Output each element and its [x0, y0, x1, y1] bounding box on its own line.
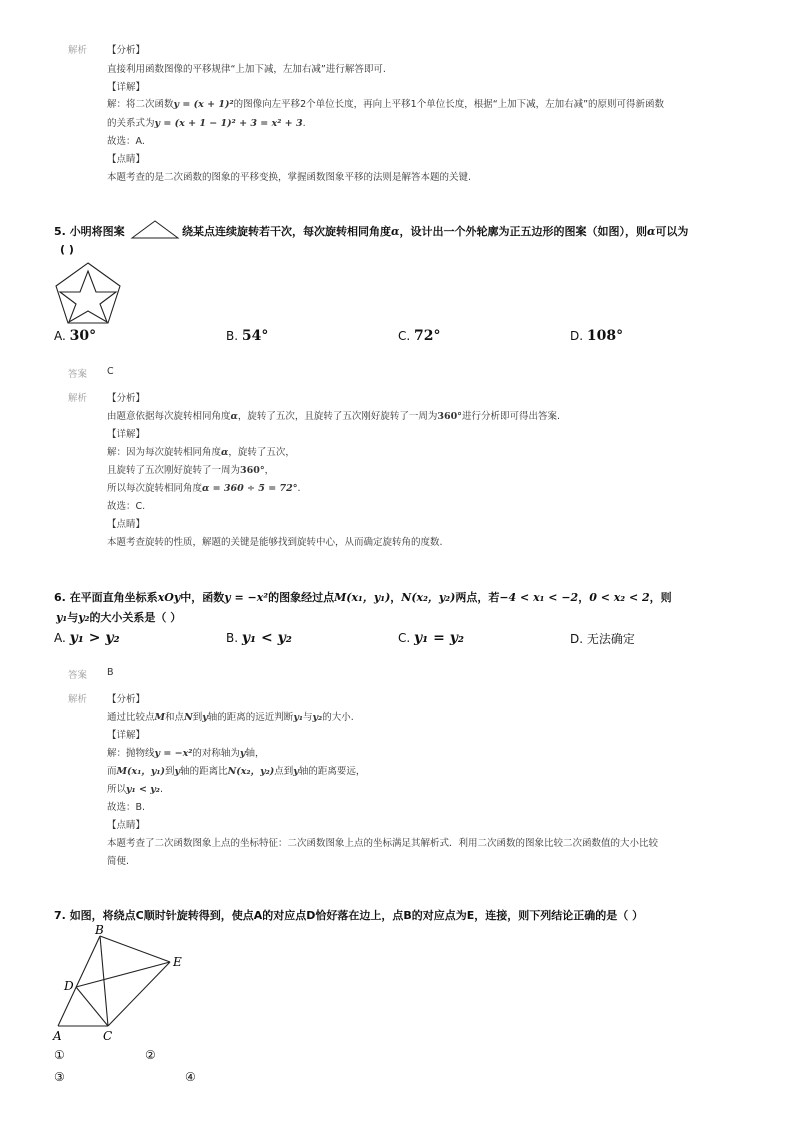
- xiangjie-heading: 【详解】: [107, 730, 146, 741]
- option-d[interactable]: D. 无法确定: [570, 632, 635, 646]
- guxuan-line: 故选：B.: [107, 802, 146, 813]
- xiangjie-line-1: 解：抛物线y = −x²的对称轴为y轴，: [107, 748, 265, 759]
- answer-tag: 答案: [68, 369, 88, 380]
- option-b[interactable]: B. y₁ < y₂: [226, 630, 292, 646]
- dianjing-heading: 【点睛】: [107, 519, 146, 530]
- answer-value: B: [107, 667, 114, 678]
- jiexi-tag: 解析: [68, 45, 88, 56]
- option-a[interactable]: A. y₁ > y₂: [54, 630, 120, 646]
- xiangjie-line-1: 解：因为每次旋转相同角度α，旋转了五次，: [107, 447, 295, 458]
- question-5-stem-cont: 绕某点连续旋转若干次，每次旋转相同角度α，设计出一个外轮廓为正五边形的图案（如图），则α可以为: [182, 225, 689, 238]
- jiexi-tag: 解析: [68, 694, 88, 705]
- choice-3[interactable]: ③: [54, 1070, 65, 1084]
- xiangjie-line-2: 的关系式为y = (x + 1 − 1)² + 3 = x² + 3.: [107, 118, 306, 129]
- choice-4[interactable]: ④: [185, 1070, 196, 1084]
- fenxi-text: 通过比较点M和点N到y轴的距离的远近判断y₁与y₂的大小.: [107, 712, 354, 723]
- guxuan-line: 故选：A.: [107, 136, 145, 147]
- guxuan-line: 故选：C.: [107, 501, 146, 512]
- xiangjie-heading: 【详解】: [107, 429, 146, 440]
- vertex-label-b: B: [95, 923, 104, 937]
- xiangjie-line-1: 解：将二次函数y = (x + 1)²的图像向左平移2个单位长度，再向上平移1个单位长度，根据“上加下减，左加右减”的原则可得新函数: [107, 99, 665, 110]
- pentagon-star-figure: [52, 260, 124, 326]
- triangle-pattern-figure: [130, 218, 180, 242]
- question-6-stem: 6. 在平面直角坐标系xOy中，函数y = −x²的图象经过点M(x₁，y₁)，N(x₂，y₂)两点，若−4 < x₁ < −2，0 < x₂ < 2，则: [54, 591, 672, 604]
- question-7-stem: 7. 如图，将绕点C顺时针旋转得到，使点A的对应点D恰好落在边上，点B的对应点为E，连接，则下列结论正确的是（ ）: [54, 909, 644, 922]
- dianjing-heading: 【点睛】: [107, 154, 146, 165]
- question-6-stem-cont: y₁与y₂的大小关系是（ ）: [56, 611, 182, 624]
- xiangjie-heading: 【详解】: [107, 82, 146, 93]
- choice-1[interactable]: ①: [54, 1048, 65, 1062]
- question-5-stem: 5. 小明将图案: [54, 225, 125, 238]
- vertex-label-d: D: [64, 979, 74, 993]
- fenxi-text: 直接利用函数图像的平移规律“上加下减，左加右减”进行解答即可.: [107, 64, 386, 75]
- xiangjie-line-3: 所以y₁ < y₂.: [107, 784, 163, 795]
- option-a[interactable]: A. 30°: [54, 328, 97, 344]
- vertex-label-a: A: [53, 1029, 62, 1043]
- option-b[interactable]: B. 54°: [226, 328, 269, 344]
- option-c[interactable]: C. 72°: [398, 328, 441, 344]
- vertex-label-c: C: [103, 1029, 113, 1043]
- dianjing-text-line-1: 本题考查了二次函数图象上点的坐标特征：二次函数图象上点的坐标满足其解析式．利用二次函数的图象比较二次函数值的大小比较: [107, 838, 659, 849]
- fenxi-text: 由题意依据每次旋转相同角度α，旋转了五次，且旋转了五次刚好旋转了一周为360°进行分析即可得出答案.: [107, 411, 560, 422]
- rotation-triangle-figure: [50, 922, 190, 1044]
- question-5-paren: ( ): [60, 243, 74, 256]
- fenxi-heading: 【分析】: [107, 45, 146, 56]
- fenxi-heading: 【分析】: [107, 694, 146, 705]
- jiexi-tag: 解析: [68, 393, 88, 404]
- answer-value: C: [107, 366, 114, 377]
- xiangjie-line-2: 而M(x₁，y₁)到y轴的距离比N(x₂，y₂)点到y轴的距离要远，: [107, 766, 366, 777]
- xiangjie-line-3: 所以每次旋转相同角度α = 360 ÷ 5 = 72°.: [107, 483, 301, 494]
- dianjing-text-line-2: 简便.: [107, 856, 130, 867]
- dianjing-text: 本题考查旋转的性质，解题的关键是能够找到旋转中心，从而确定旋转角的度数.: [107, 537, 443, 548]
- choice-2[interactable]: ②: [145, 1048, 156, 1062]
- dianjing-heading: 【点睛】: [107, 820, 146, 831]
- dianjing-text: 本题考查的是二次函数的图象的平移变换，掌握函数图象平移的法则是解答本题的关键.: [107, 172, 472, 183]
- xiangjie-line-2: 且旋转了五次刚好旋转了一周为360°，: [107, 465, 275, 476]
- option-c[interactable]: C. y₁ = y₂: [398, 630, 465, 646]
- fenxi-heading: 【分析】: [107, 393, 146, 404]
- vertex-label-e: E: [173, 955, 182, 969]
- answer-tag: 答案: [68, 670, 88, 681]
- option-d[interactable]: D. 108°: [570, 328, 624, 344]
